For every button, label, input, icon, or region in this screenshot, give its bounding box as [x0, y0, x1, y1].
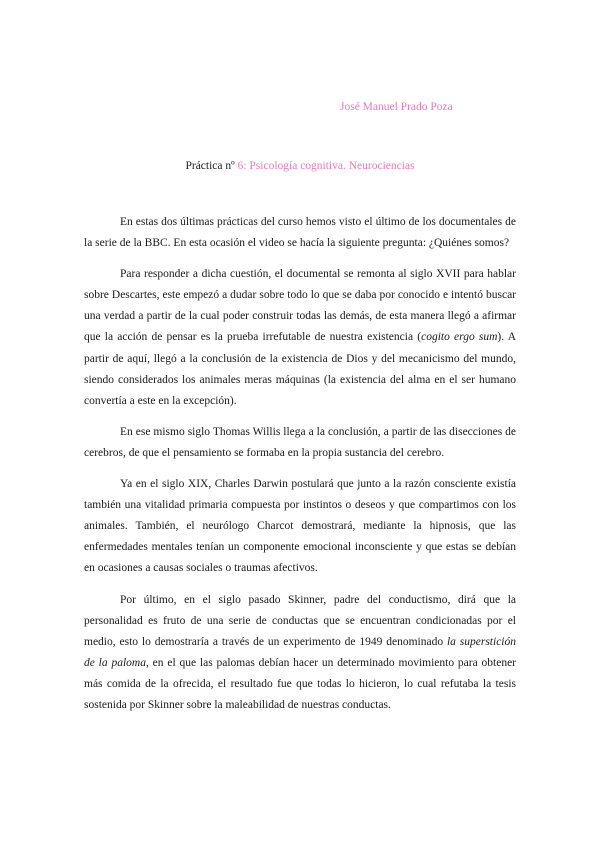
document-title — [0, 160, 600, 172]
experiment-name: la superstición de la paloma — [84, 635, 516, 669]
title-subject: 6: Psicología cognitiva. Neurociencias — [237, 160, 415, 172]
paragraph-2 — [84, 264, 516, 412]
document-body — [84, 212, 516, 726]
paragraph-3: En ese mismo siglo Thomas Willis llega a la conclusión, a partir de las disecciones de cerebros, de que el pensamiento se formaba en la propia sustancia del cerebro. — [84, 425, 516, 459]
author-name: José Manuel Prado Poza — [340, 101, 453, 113]
paragraph-2-part-b: ). A partir de aquí, llegó a la conclusión de la existencia de Dios y del mecanicismo del mundo, siendo considerados los animales meras máquinas (la existencia del alma en el ser humano convertía a este en la excepción). — [84, 331, 516, 407]
paragraph-1: En estas dos últimas prácticas del curso hemos visto el último de los documentales de la serie de la BBC. En esta ocasión el video se hacía la siguiente pregunta: ¿Quiénes somos? — [84, 216, 516, 250]
latin-phrase: cogito ergo sum — [421, 331, 498, 344]
paragraph-5-part-b: , en el que las palomas debían hacer un determinado movimiento para obtener más comida de la ofrecida, el resultado fue que todas lo hicieron, lo cual refutaba la tesis sostenida por Skinner sobre la maleabilidad de nuestras conductas. — [84, 656, 516, 711]
title-prefix: Práctica nº — [185, 160, 238, 172]
paragraph-5 — [84, 590, 516, 717]
paragraph-5-part-a: Por último, en el siglo pasado Skinner, padre del conductismo, dirá que la personalidad es fruto de una serie de conductas que se encuentran condicionadas por el medio, esto lo demostraría a través de un experimento de 1949 denominado — [84, 593, 516, 648]
paragraph-4: Ya en el siglo XIX, Charles Darwin postulará que junto a la razón consciente existía también una vitalidad primaria compuesta por instintos o deseos y que compartimos con los animales. También, el neurólogo Charcot demostrará, mediante la hipnosis, que las enfermedades mentales tenían un componente emocional inconsciente y que estas se debían en ocasiones a causas sociales o traumas afectivos. — [84, 478, 516, 575]
paragraph-2-part-a: Para responder a dicha cuestión, el documental se remonta al siglo XVII para hablar sobre Descartes, este empezó a dudar sobre todo lo que se daba por conocido e intentó buscar una verdad a partir de la cual poder construir todas las demás, de esta manera llegó a afirmar que la acción de pensar es la prueba irrefutable de nuestra existencia ( — [84, 268, 516, 344]
